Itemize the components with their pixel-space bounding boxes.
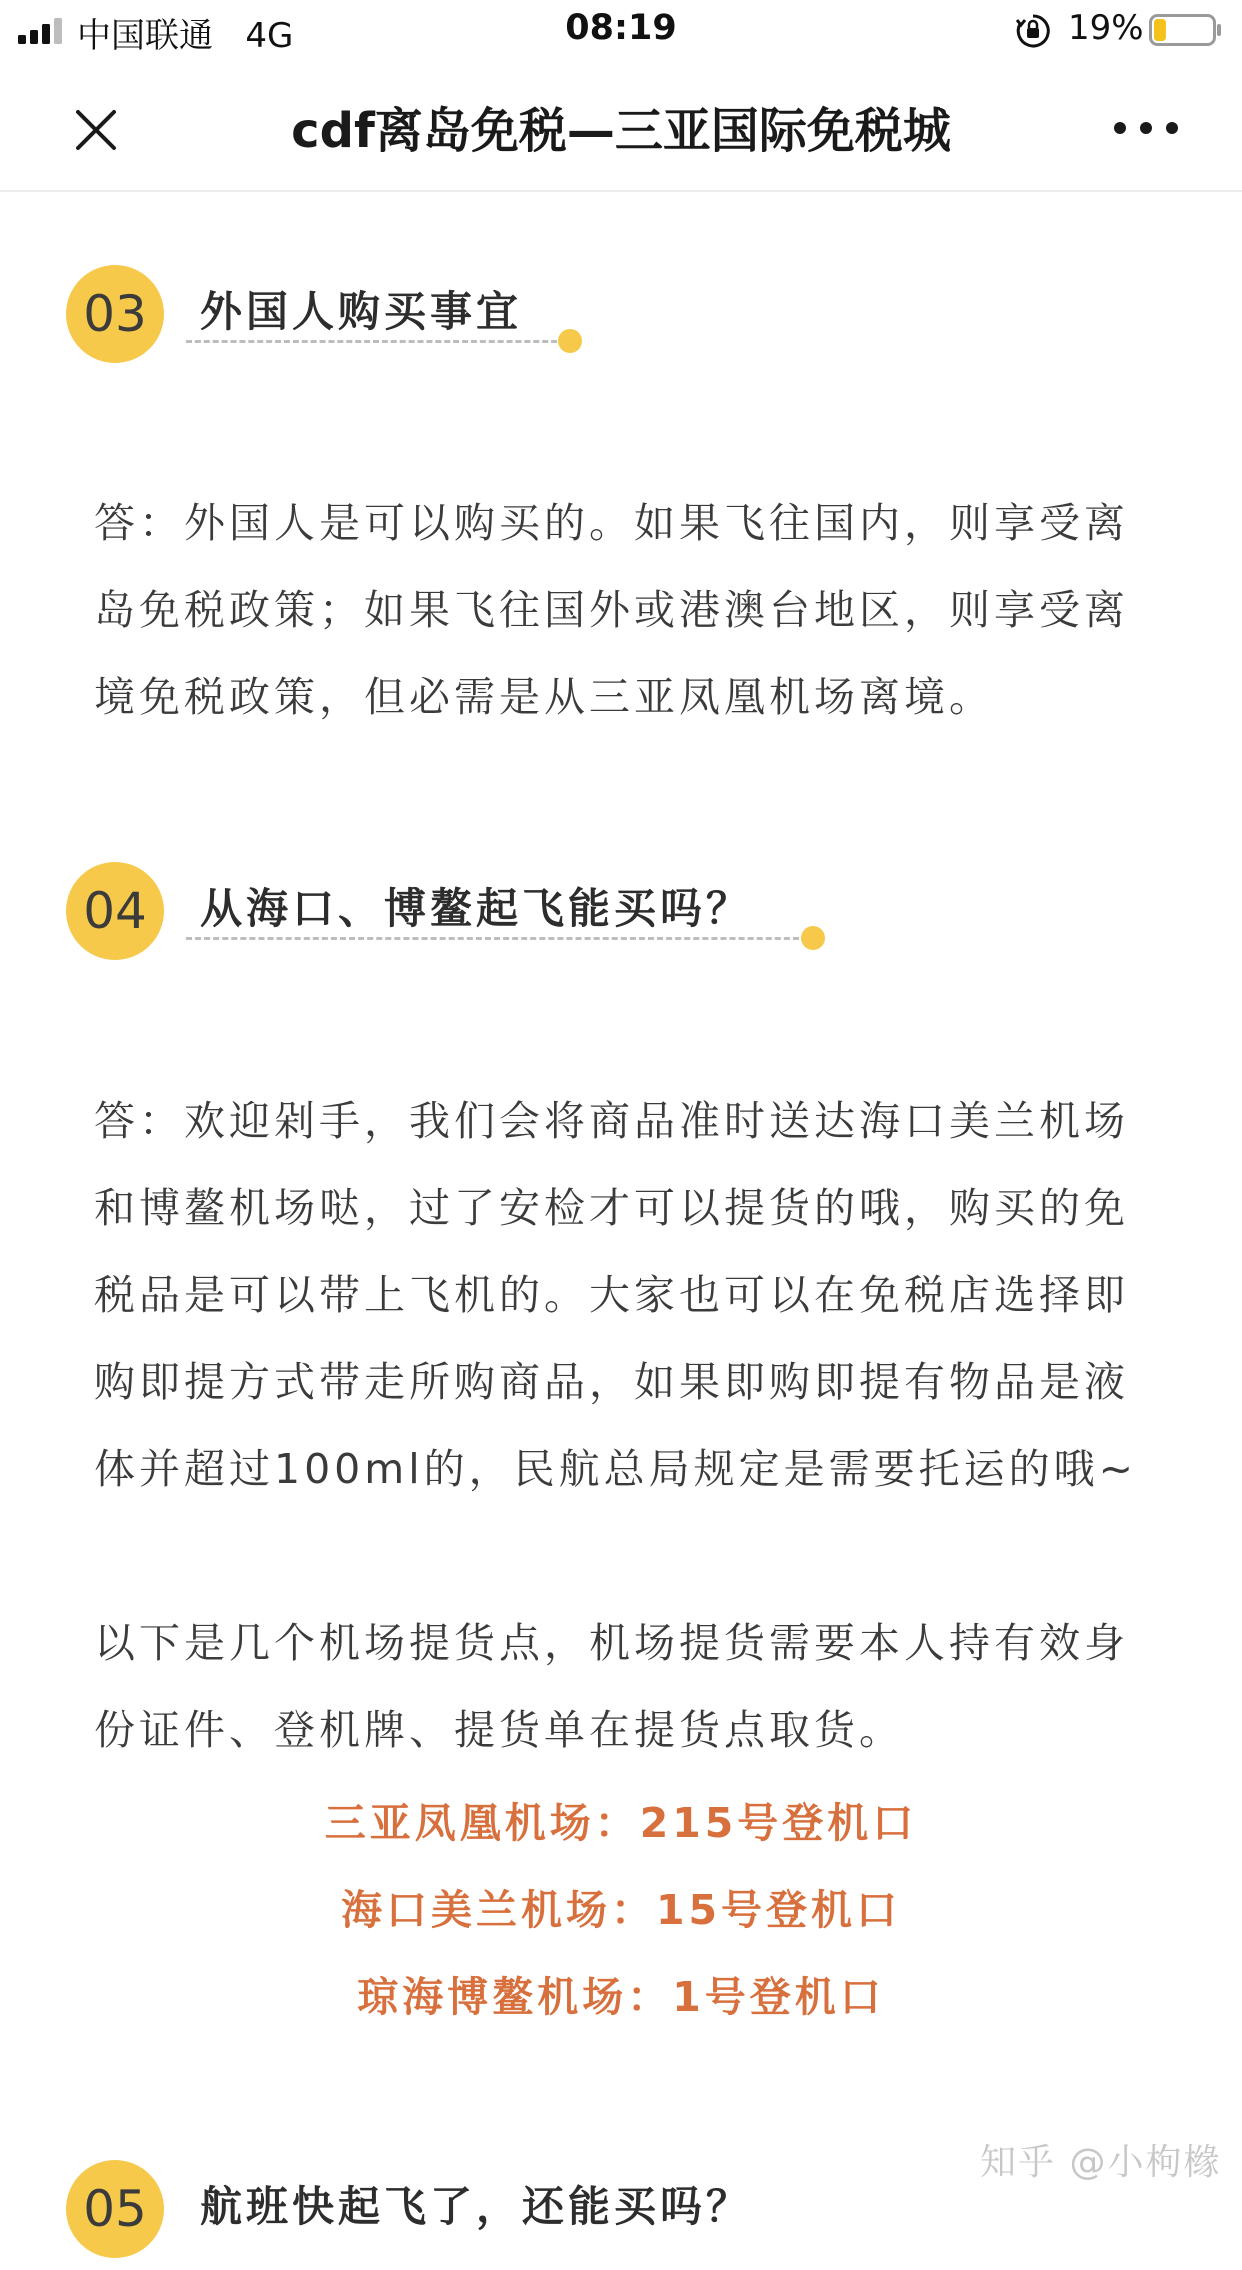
watermark: 知乎 @小枸橼 [980,2142,1222,2183]
pickup-point: 三亚凤凰机场：215号登机口 [324,1799,918,1847]
battery-percent: 19% [1068,8,1144,48]
section-number-badge: 04 [66,862,164,960]
pickup-point: 海口美兰机场：15号登机口 [340,1886,902,1934]
answer-paragraph: 答：欢迎剁手，我们会将商品准时送达海口美兰机场和博鳌机场哒，过了安检才可以提货的哦，购买的免税品是可以带上飞机的。大家也可以在免税店选择即购即提方式带走所购商品，如果即购即提有物品是液体并超过100ml的，民航总局规定是需要托运的哦~ [94,1097,1137,1493]
orientation-lock-icon [1014,12,1052,50]
section-number-badge: 05 [66,2160,164,2258]
section-number-badge: 03 [66,265,164,363]
pickup-point: 琼海博鳌机场：1号登机口 [357,1973,885,2021]
section-divider-dot [801,926,825,950]
section-divider-dot [558,329,582,353]
status-bar [0,0,1242,62]
answer-paragraph: 答：外国人是可以购买的。如果飞往国内，则享受离岛免税政策；如果飞往国外或港澳台地区，则享受离境免税政策，但必需是从三亚凤凰机场离境。 [94,499,1129,721]
section-title: 从海口、博鳌起飞能买吗？ [200,884,753,933]
page-title: cdf离岛免税—三亚国际免税城 [291,103,951,159]
section-header-04 [66,862,1166,972]
section-title: 航班快起飞了，还能买吗？ [200,2182,753,2231]
pickup-intro-paragraph: 以下是几个机场提货点，机场提货需要本人持有效身份证件、登机牌、提货单在提货点取货。 [94,1619,1129,1754]
carrier-label: 中国联通 4G [77,16,294,56]
section-header-03 [66,265,1166,375]
section-divider [186,340,566,343]
close-icon[interactable] [60,94,132,166]
section-title: 外国人购买事宜 [200,287,523,336]
section-divider [186,937,808,940]
clock: 08:19 [565,8,677,48]
more-dots-icon[interactable] [1106,108,1186,148]
nav-bar [0,62,1242,192]
battery-icon [1149,14,1223,46]
